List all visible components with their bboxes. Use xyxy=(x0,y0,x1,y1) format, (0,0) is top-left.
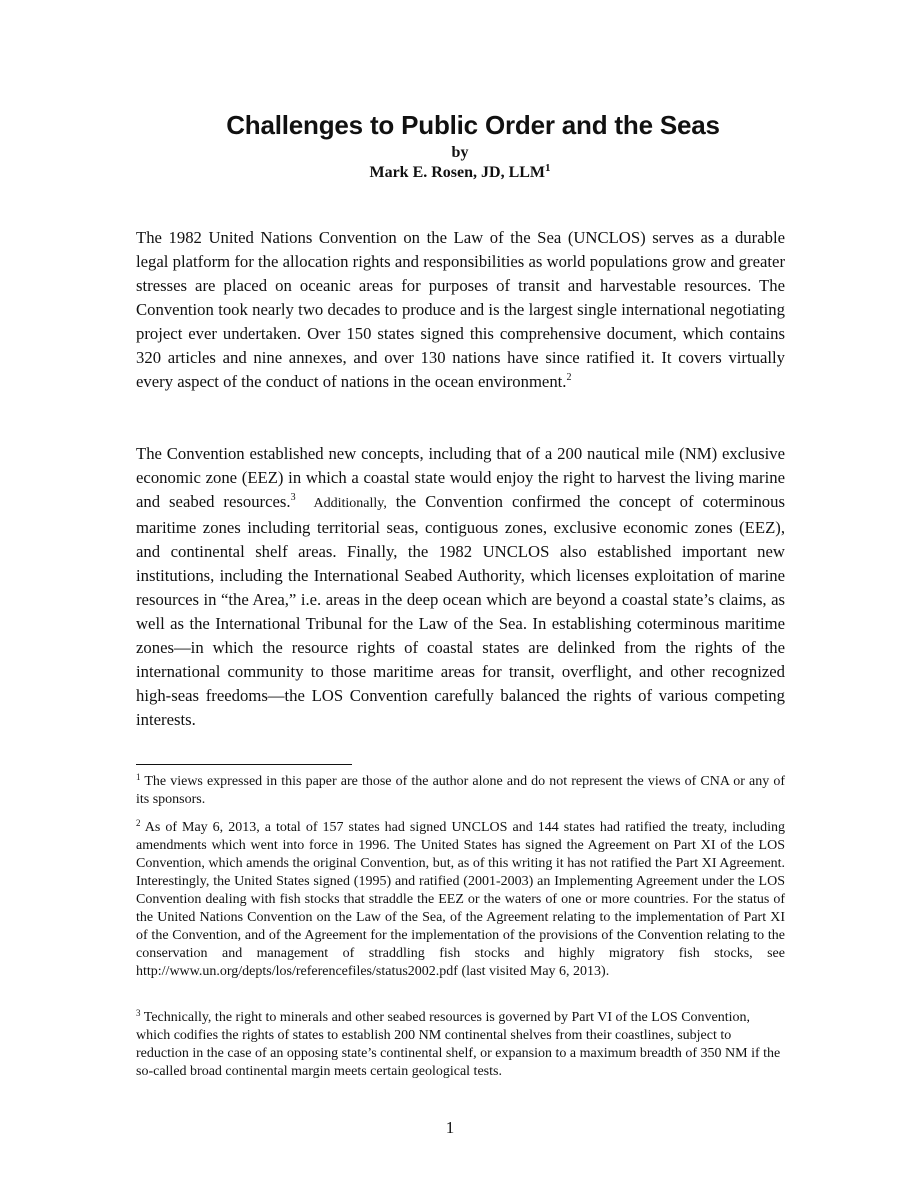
footnote-marker: 1 xyxy=(136,772,141,782)
author-line xyxy=(0,163,920,183)
author-footnote-ref[interactable]: 1 xyxy=(545,162,551,174)
footnote-ref-2[interactable]: 2 xyxy=(566,372,572,383)
document-title: Challenges to Public Order and the Seas xyxy=(226,110,720,140)
footnote-separator xyxy=(136,764,352,765)
paragraph-2-small-run: Additionally, xyxy=(313,496,387,511)
byline-by: by xyxy=(451,144,469,161)
footnote-1 xyxy=(136,773,785,809)
paragraph-2-text-a: The Convention established new concepts, including that of a 200 nautical mile (NM) exclusive economic zone (EEZ) in which a coastal state would enjoy the right to harvest the living marine and seabed resources. xyxy=(136,444,785,511)
paragraph-convention-concepts xyxy=(136,442,785,732)
footnote-marker: 3 xyxy=(136,1008,141,1018)
footnote-text: As of May 6, 2013, a total of 157 states had signed UNCLOS and 144 states had ratified the treaty, including amendments which went into force in 1996. The United States has signed the Agreement on Part XI of the LOS Convention, which amends the original Convention, but, as of this writing it has not ratified the Part XI Agreement. Interestingly, the United States signed (1995) and ratified (2001-2003) an Implementing Agreement under the LOS Convention dealing with fish stocks that straddle the EEZ or the waters of one or more countries. For the status of the United Nations Convention on the Law of the Sea, of the Agreement relating to the implementation of Part XI of the Convention, and of the Agreement for the implementation of the provisions of the Convention relating to the conservation and management of straddling fish stocks and highly migratory fish stocks, see http://www.un.org/depts/los/referencefiles/status2002.pdf (last visited May 6, 2013). xyxy=(136,820,785,979)
paragraph-unclos-overview xyxy=(136,226,785,394)
footnote-2 xyxy=(136,819,785,981)
footnote-text: The views expressed in this paper are those of the author alone and do not represent the views of CNA or any of its sponsors. xyxy=(136,774,785,807)
paragraph-1-text: The 1982 United Nations Convention on the Law of the Sea (UNCLOS) serves as a durable legal platform for the allocation rights and responsibilities as world populations grow and greater stresses are placed on oceanic areas for purposes of transit and harvestable resources. The Convention took nearly two decades to produce and is the largest single international negotiating project ever undertaken. Over 150 states signed this comprehensive document, which contains 320 articles and nine annexes, and over 130 nations have since ratified it. It covers virtually every aspect of the conduct of nations in the ocean environment. xyxy=(136,228,785,391)
footnote-marker: 2 xyxy=(136,818,141,828)
footnote-text: Technically, the right to minerals and other seabed resources is governed by Part VI of the LOS Convention, which codifies the rights of states to establish 200 NM continental shelves from their coastlines, subject to reduction in the case of an opposing state’s continental shelf, or expansion to a maximum breadth of 350 NM if the so-called broad continental margin meets certain geological tests. xyxy=(136,1010,781,1079)
paragraph-2-text-b: the Convention confirmed the concept of coterminous maritime zones including territorial seas, contiguous zones, exclusive economic zones (EEZ), and continental shelf areas. Finally, the 1982 UNCLOS also established important new institutions, including the International Seabed Authority, which licenses exploitation of marine resources in “the Area,” i.e. areas in the deep ocean which are beyond a coastal state’s claims, as well as the International Tribunal for the Law of the Sea. In establishing coterminous maritime zones—in which the resource rights of coastal states are delinked from the rights of the international community to those maritime areas for transit, overflight, and other recognized high-seas freedoms—the LOS Convention carefully balanced the rights of various competing interests. xyxy=(136,492,785,729)
byline xyxy=(0,143,920,183)
footnote-3 xyxy=(136,1009,785,1081)
author-name: Mark E. Rosen, JD, LLM xyxy=(369,164,546,181)
footnote-ref-3[interactable]: 3 xyxy=(290,492,296,503)
page-number: 1 xyxy=(445,1118,455,1137)
